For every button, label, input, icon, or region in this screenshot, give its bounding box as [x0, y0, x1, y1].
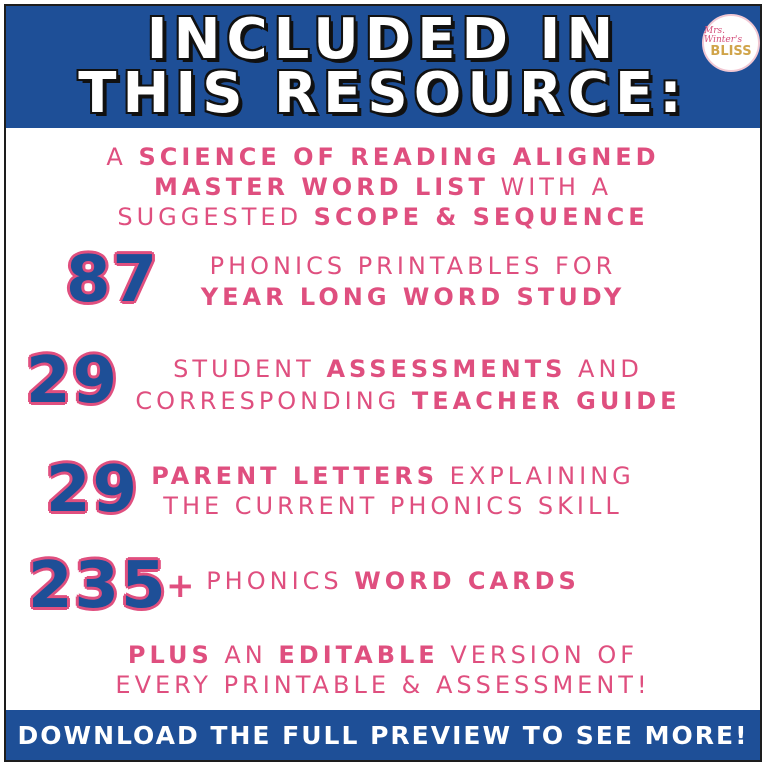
item-count-parent-letters: 29 — [46, 453, 140, 527]
brand-logo-top-text: Mrs. Winter's — [704, 26, 743, 45]
item2-highlight: ASSESSMENTS — [326, 355, 567, 383]
product-preview-card — [4, 4, 762, 762]
footer-banner — [6, 710, 760, 760]
closing-text: AN — [212, 641, 279, 669]
item2-text: AND — [566, 355, 643, 383]
item-count-assessments: 29 — [26, 344, 120, 418]
item2-line-1 — [31, 354, 762, 384]
brand-logo-bottom-text: BLISS — [710, 44, 752, 59]
item2-text: CORRESPONDING — [135, 387, 412, 415]
item2-highlight: TEACHER GUIDE — [411, 387, 681, 415]
closing-highlight: PLUS — [127, 641, 213, 669]
item1-text: PHONICS PRINTABLES FOR — [209, 252, 617, 280]
closing-text: EVERY PRINTABLE & ASSESSMENT! — [115, 671, 651, 699]
item4-highlight: WORD CARDS — [354, 567, 580, 595]
item1-line-1 — [36, 251, 762, 281]
item1-highlight: YEAR LONG WORD STUDY — [200, 283, 626, 311]
item-count-word-cards: 235 — [28, 549, 168, 623]
item3-text: EXPLAINING — [438, 462, 635, 490]
closing-line-2 — [6, 670, 760, 700]
item3-line-1 — [16, 461, 762, 491]
intro-text: WITH A — [488, 173, 613, 201]
plus-icon: + — [166, 566, 195, 606]
item3-text: THE CURRENT PHONICS SKILL — [163, 492, 623, 520]
footer-cta-text: DOWNLOAD THE FULL PREVIEW TO SEE MORE! — [17, 720, 749, 750]
item4-line-1 — [16, 566, 762, 596]
item3-highlight: PARENT LETTERS — [151, 462, 439, 490]
intro-line-2 — [6, 172, 760, 202]
item-count-printables: 87 — [66, 243, 160, 317]
item2-line-2 — [31, 386, 762, 416]
closing-highlight: EDITABLE — [278, 641, 439, 669]
closing-text: VERSION OF — [438, 641, 639, 669]
brand-logo — [702, 14, 760, 72]
intro-highlight: MASTER WORD LIST — [153, 173, 489, 201]
intro-highlight: SCOPE & SEQUENCE — [313, 203, 649, 231]
intro-highlight: SCIENCE OF READING ALIGNED — [138, 143, 660, 171]
header-banner — [6, 6, 760, 128]
page-title-line-2: THIS RESOURCE: — [78, 61, 688, 126]
intro-line-3 — [6, 202, 760, 232]
item1-line-2 — [36, 282, 762, 312]
intro-text: SUGGESTED — [117, 203, 314, 231]
page-title-line-1: INCLUDED IN — [146, 7, 620, 72]
closing-line-1 — [6, 640, 760, 670]
item3-line-2 — [16, 491, 762, 521]
item4-text: PHONICS — [206, 567, 355, 595]
item2-text: STUDENT — [173, 355, 327, 383]
intro-line-1 — [6, 142, 760, 172]
intro-text: A — [106, 143, 139, 171]
